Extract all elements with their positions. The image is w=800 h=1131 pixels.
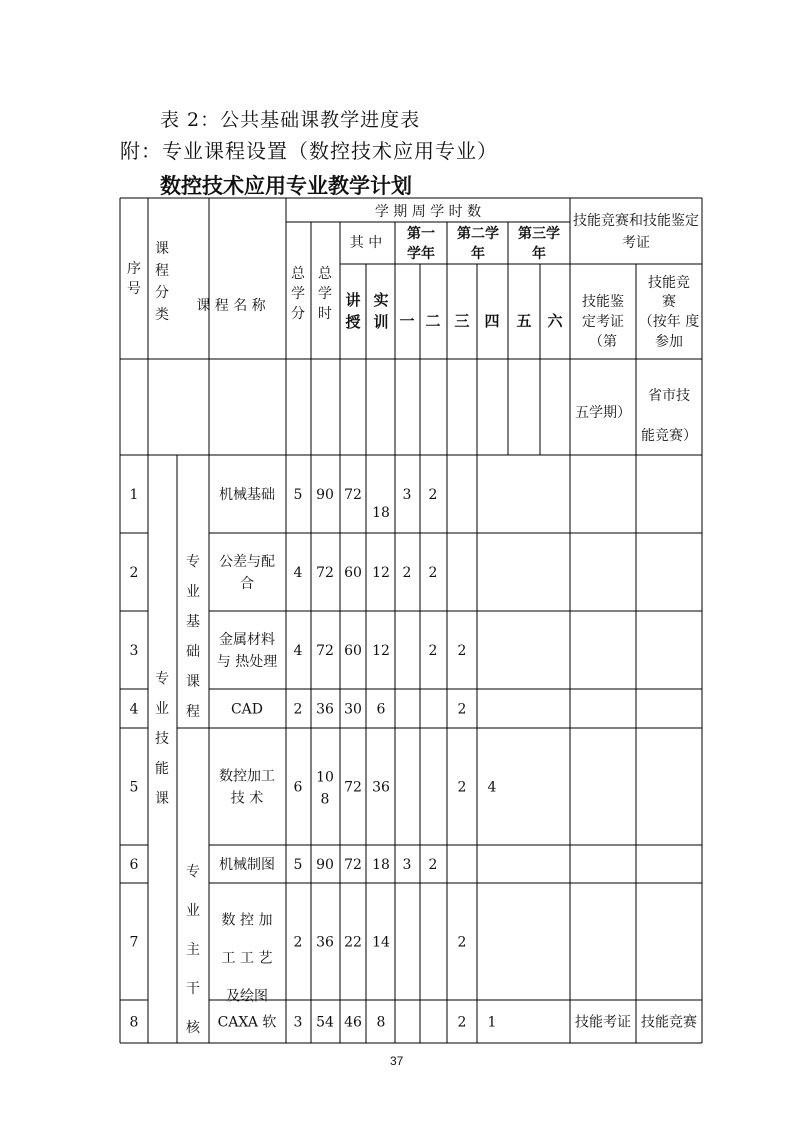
row-course-name: 机械基础 — [219, 487, 275, 503]
row-semester-hours: 2 — [457, 779, 467, 796]
row-total-hours: 90 — [316, 857, 334, 873]
row-seq: 2 — [129, 565, 139, 581]
header-skill-cert: 五学期） — [575, 405, 631, 421]
row-semester-hours: 2 — [428, 487, 438, 503]
row-total-hours: 72 — [316, 565, 334, 581]
group-basic-courses: 课 — [186, 674, 200, 690]
row-seq: 5 — [129, 779, 139, 796]
row-semester-hours: 1 — [487, 1014, 497, 1031]
row-total-credits: 3 — [293, 1014, 303, 1031]
row-semester-hours: 4 — [487, 779, 497, 796]
row-total-credits: 2 — [293, 701, 303, 718]
row-total-credits: 5 — [293, 857, 303, 873]
header-total-hours: 学 — [318, 286, 332, 302]
group-basic-courses: 程 — [186, 704, 200, 720]
row-seq: 4 — [129, 701, 139, 718]
row-semester-hours: 2 — [402, 565, 412, 581]
group-basic-courses: 专 — [186, 554, 200, 570]
header-course-name: 课 程 名 称 — [196, 298, 266, 314]
row-lecture-hours: 30 — [344, 701, 362, 718]
row-total-hours: 10 — [316, 769, 334, 786]
header-weekly-hours: 学 期 周 学 时 数 — [374, 204, 482, 220]
header-skill-cert: 定考证 — [582, 314, 624, 330]
header-total-credits: 总 — [291, 266, 305, 282]
row-total-credits: 4 — [293, 643, 303, 659]
header-category: 程 — [155, 263, 169, 279]
header-category: 类 — [155, 307, 169, 323]
group-basic-courses: 基 — [186, 614, 200, 630]
row-semester-hours: 2 — [428, 565, 438, 581]
header-lecture: 授 — [345, 313, 361, 331]
header-seq: 号 — [127, 281, 141, 297]
header-year3: 年 — [532, 246, 546, 262]
row-total-hours: 36 — [316, 934, 334, 951]
row-course-name: CAXA 软 — [217, 1014, 277, 1031]
row-course-name: 金属材料 — [219, 632, 275, 648]
header-skill-cert: 技能鉴 — [582, 294, 624, 310]
row-seq: 7 — [129, 934, 139, 951]
group-basic-courses: 业 — [186, 584, 200, 600]
header-practice: 实 — [373, 291, 389, 309]
row-semester-hours: 3 — [402, 857, 412, 873]
caption-table-2: 表 2：公共基础课教学进度表 — [160, 109, 421, 131]
header-skills: 技能竞赛和技能鉴定 — [573, 213, 699, 229]
row-course-name: 技 术 — [230, 790, 264, 807]
row-course-name: 机械制图 — [219, 857, 275, 873]
group-core-courses: 干 — [186, 981, 200, 997]
header-sem-4: 四 — [484, 312, 500, 330]
row-total-hours: 90 — [316, 487, 334, 503]
row-practice-hours: 12 — [372, 643, 390, 659]
header-skill-comp: 省市技 — [648, 388, 690, 404]
header-total-hours: 总 — [318, 266, 332, 282]
group-core-courses: 核 — [186, 1020, 200, 1036]
group-major-skill: 专 — [155, 671, 169, 687]
row-semester-hours: 2 — [457, 934, 467, 951]
header-total-credits: 分 — [291, 306, 305, 322]
row-practice-hours: 36 — [372, 779, 390, 796]
header-year2: 年 — [471, 246, 485, 262]
row-course-name: CAD — [230, 701, 264, 718]
header-sem-6: 六 — [547, 312, 563, 330]
row-semester-hours: 2 — [428, 643, 438, 659]
group-core-courses: 专 — [186, 864, 200, 880]
row-skill-comp: 技能竞赛 — [641, 1014, 697, 1031]
row-lecture-hours: 72 — [344, 857, 362, 873]
row-lecture-hours: 72 — [344, 487, 362, 503]
header-total-credits: 学 — [291, 286, 305, 302]
group-basic-courses: 础 — [186, 644, 200, 660]
header-sem-3: 三 — [454, 312, 470, 330]
row-total-hours: 36 — [316, 701, 334, 718]
row-lecture-hours: 72 — [344, 779, 362, 796]
row-semester-hours: 2 — [457, 701, 467, 718]
row-practice-hours: 6 — [376, 701, 386, 718]
row-semester-hours: 2 — [457, 643, 467, 659]
header-skill-comp: 技能竞 — [648, 275, 690, 291]
row-total-hours: 8 — [320, 791, 330, 808]
row-lecture-hours: 22 — [344, 934, 362, 951]
page-number: 37 — [390, 1054, 404, 1068]
row-practice-hours: 12 — [372, 565, 390, 581]
header-year1: 第一 — [407, 226, 435, 242]
group-major-skill: 课 — [155, 791, 169, 807]
row-skill-cert: 技能考证 — [575, 1014, 631, 1031]
header-skills: 考证 — [622, 235, 650, 251]
row-course-name: 数 控 加 — [221, 912, 273, 929]
header-skill-comp: （按年 度 — [638, 314, 700, 330]
row-course-name: 公差与配 — [219, 554, 275, 570]
header-skill-cert: （第 — [589, 334, 617, 350]
row-course-name: 及绘图 — [226, 988, 268, 1005]
row-seq: 3 — [129, 643, 139, 659]
row-semester-hours: 2 — [428, 857, 438, 873]
header-year3: 第三学 — [518, 226, 560, 242]
row-total-credits: 4 — [293, 565, 303, 581]
row-lecture-hours: 46 — [344, 1014, 362, 1031]
row-lecture-hours: 60 — [344, 565, 362, 581]
group-core-courses: 业 — [186, 903, 200, 919]
row-lecture-hours: 60 — [344, 643, 362, 659]
header-seq: 序 — [127, 261, 141, 277]
row-course-name: 合 — [240, 576, 254, 592]
group-major-skill: 技 — [155, 731, 169, 747]
row-practice-hours: 14 — [372, 934, 390, 951]
header-skill-comp: 能竞赛） — [641, 428, 697, 444]
row-seq: 1 — [129, 487, 139, 503]
row-total-hours: 72 — [316, 643, 334, 659]
row-practice-hours: 18 — [372, 857, 390, 873]
header-year2: 第二学 — [457, 226, 499, 242]
appendix-heading: 附：专业课程设置（数控技术应用专业） — [120, 139, 498, 163]
header-sem-1: 一 — [399, 312, 415, 330]
row-total-credits: 2 — [293, 934, 303, 951]
group-major-skill: 业 — [155, 701, 169, 717]
row-course-name: 与 热处理 — [216, 654, 278, 670]
header-skill-comp: 参加 — [655, 334, 683, 350]
row-course-name: 数控加工 — [219, 768, 275, 785]
header-category: 分 — [155, 285, 169, 301]
group-major-skill: 能 — [155, 761, 169, 777]
row-seq: 8 — [129, 1014, 139, 1031]
row-total-credits: 5 — [293, 487, 303, 503]
group-core-courses: 主 — [186, 942, 200, 958]
row-total-hours: 54 — [316, 1014, 334, 1031]
row-total-credits: 6 — [293, 779, 303, 796]
header-of-which: 其 中 — [349, 235, 383, 251]
table-title: 数控技术应用专业教学计划 — [160, 174, 412, 198]
row-practice-hours: 8 — [376, 1014, 386, 1031]
row-semester-hours: 3 — [402, 487, 412, 503]
row-practice-hours: 18 — [372, 505, 390, 521]
header-skill-comp: 赛 — [662, 294, 676, 310]
header-year1: 学年 — [407, 246, 435, 262]
row-course-name: 工 工 艺 — [221, 950, 273, 967]
header-sem-2: 二 — [425, 312, 441, 330]
header-practice: 训 — [373, 313, 389, 331]
header-lecture: 讲 — [345, 291, 361, 309]
row-seq: 6 — [129, 857, 139, 873]
row-semester-hours: 2 — [457, 1014, 467, 1031]
header-sem-5: 五 — [516, 312, 532, 330]
header-category: 课 — [155, 241, 169, 257]
header-total-hours: 时 — [318, 306, 332, 322]
